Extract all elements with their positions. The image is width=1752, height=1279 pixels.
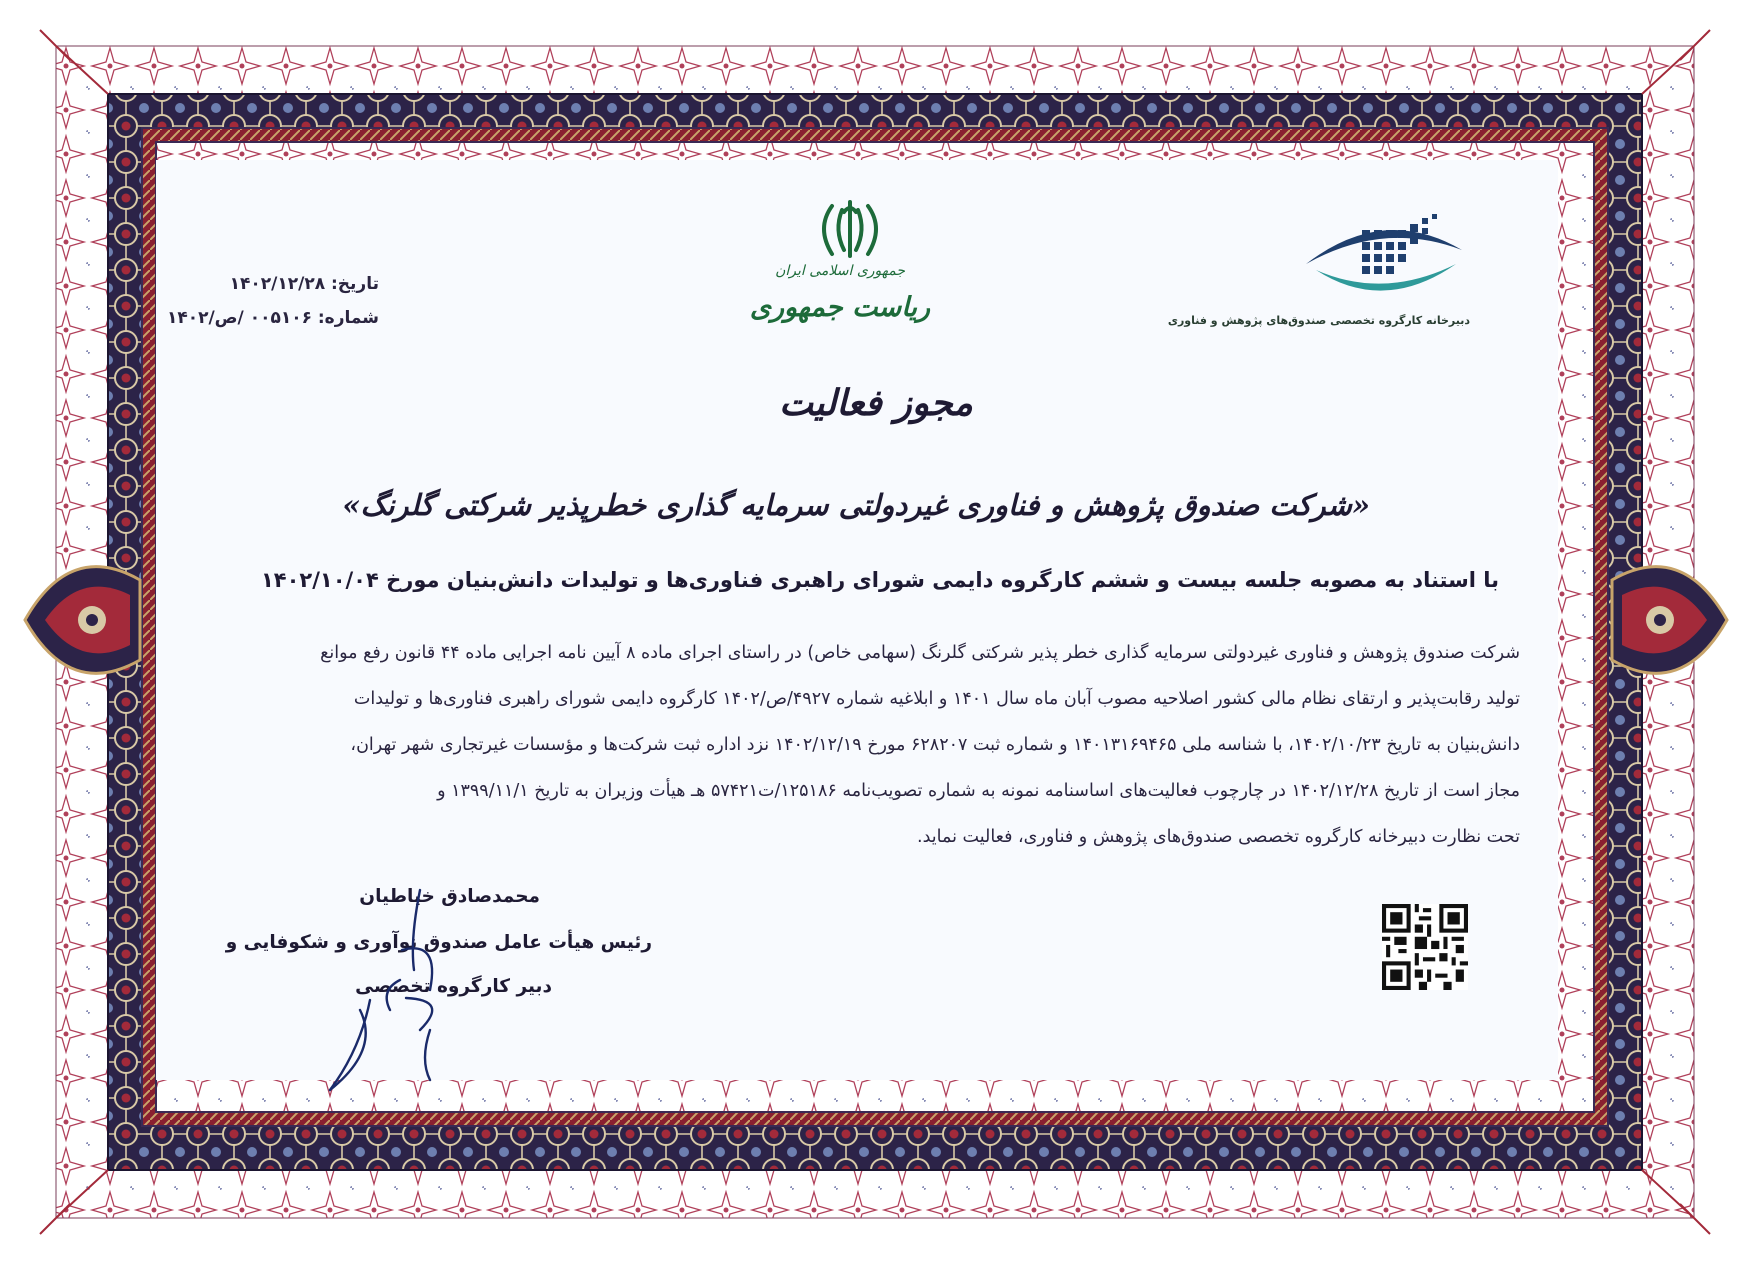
body-line: شرکت صندوق پژوهش و فناوری غیردولتی سرمایه گذاری خطر پذیر شرکتی گلرنگ (سهامی خاص) در راستای اجرای ماده ۸ آیین نامه اجرایی ماده ۴۴ قانون رفع موانع <box>320 643 1520 663</box>
number-line <box>167 308 379 328</box>
date-value: ۱۴۰۲/۱۲/۲۸ <box>229 274 326 294</box>
qr-code <box>1382 904 1468 990</box>
number-value: ۰۰۵۱۰۶ /ص/۱۴۰۲ <box>166 308 312 328</box>
basis-heading: با استناد به مصوبه جلسه بیست و ششم کارگروه دایمی شورای راهبری فناوری‌ها و تولیدات دانش‌بنیان مورخ ۱۴۰۲/۱۰/۰۴ <box>260 568 1500 592</box>
company-name: «شرکت صندوق پژوهش و فناوری غیردولتی سرمایه گذاری خطرپذیر شرکتی گلرنگ» <box>342 488 1370 522</box>
body-line: تولید رقابت‌پذیر و ارتقای نظام مالی کشور اصلاحیه مصوب آبان ماه سال ۱۴۰۱ و ابلاغیه شماره ۴۹۲۷/ص/۱۴۰۲ کارگروه دایمی شورای راهبری فناوری‌ها و تولیدات <box>353 689 1520 709</box>
handwritten-signature <box>310 880 490 1100</box>
date-line <box>230 274 379 294</box>
signatory-name: محمدصادق خیاطیان <box>359 886 540 907</box>
left-medallion <box>25 567 140 674</box>
fund-logo-caption: دبیرخانه کارگروه تخصصی صندوق‌های پژوهش و فناوری <box>1167 314 1470 327</box>
body-line: تحت نظارت دبیرخانه کارگروه تخصصی صندوق‌های پژوهش و فناوری، فعالیت نماید. <box>917 827 1520 847</box>
number-label: شماره: <box>317 308 379 328</box>
iran-emblem-icon <box>812 198 888 262</box>
emblem-office-text: ریاست جمهوری <box>749 292 930 323</box>
signatory-title-2: دبیر کارگروه تخصصی <box>355 976 552 997</box>
body-text <box>230 630 1520 860</box>
signatory-title-1: رئیس هیأت عامل صندوق نوآوری و شکوفایی و <box>225 932 652 953</box>
body-line: دانش‌بنیان به تاریخ ۱۴۰۲/۱۰/۲۳، با شناسه ملی ۱۴۰۱۳۱۶۹۴۶۵ و شماره ثبت ۶۲۸۲۰۷ مورخ ۱۴۰۲/۱۲/۱۹ نزد اداره ثبت شرکت‌ها و مؤسسات غیرتجاری شهر تهران، <box>350 735 1520 755</box>
date-label: تاریخ: <box>331 274 379 294</box>
body-line: مجاز است از تاریخ ۱۴۰۲/۱۲/۲۸ در چارچوب فعالیت‌های اساسنامه نمونه به شماره تصویب‌نامه ۱۲۵۱۸۶/ت۵۷۴۲۱ هـ هیأت وزیران به تاریخ ۱۳۹۹/۱۱/۱ و <box>437 781 1520 801</box>
fund-logo-icon <box>1300 210 1468 302</box>
document-title: مجوز فعالیت <box>779 382 973 424</box>
emblem-country-text: جمهوری اسلامی ایران <box>775 263 905 279</box>
right-medallion <box>1612 567 1727 674</box>
